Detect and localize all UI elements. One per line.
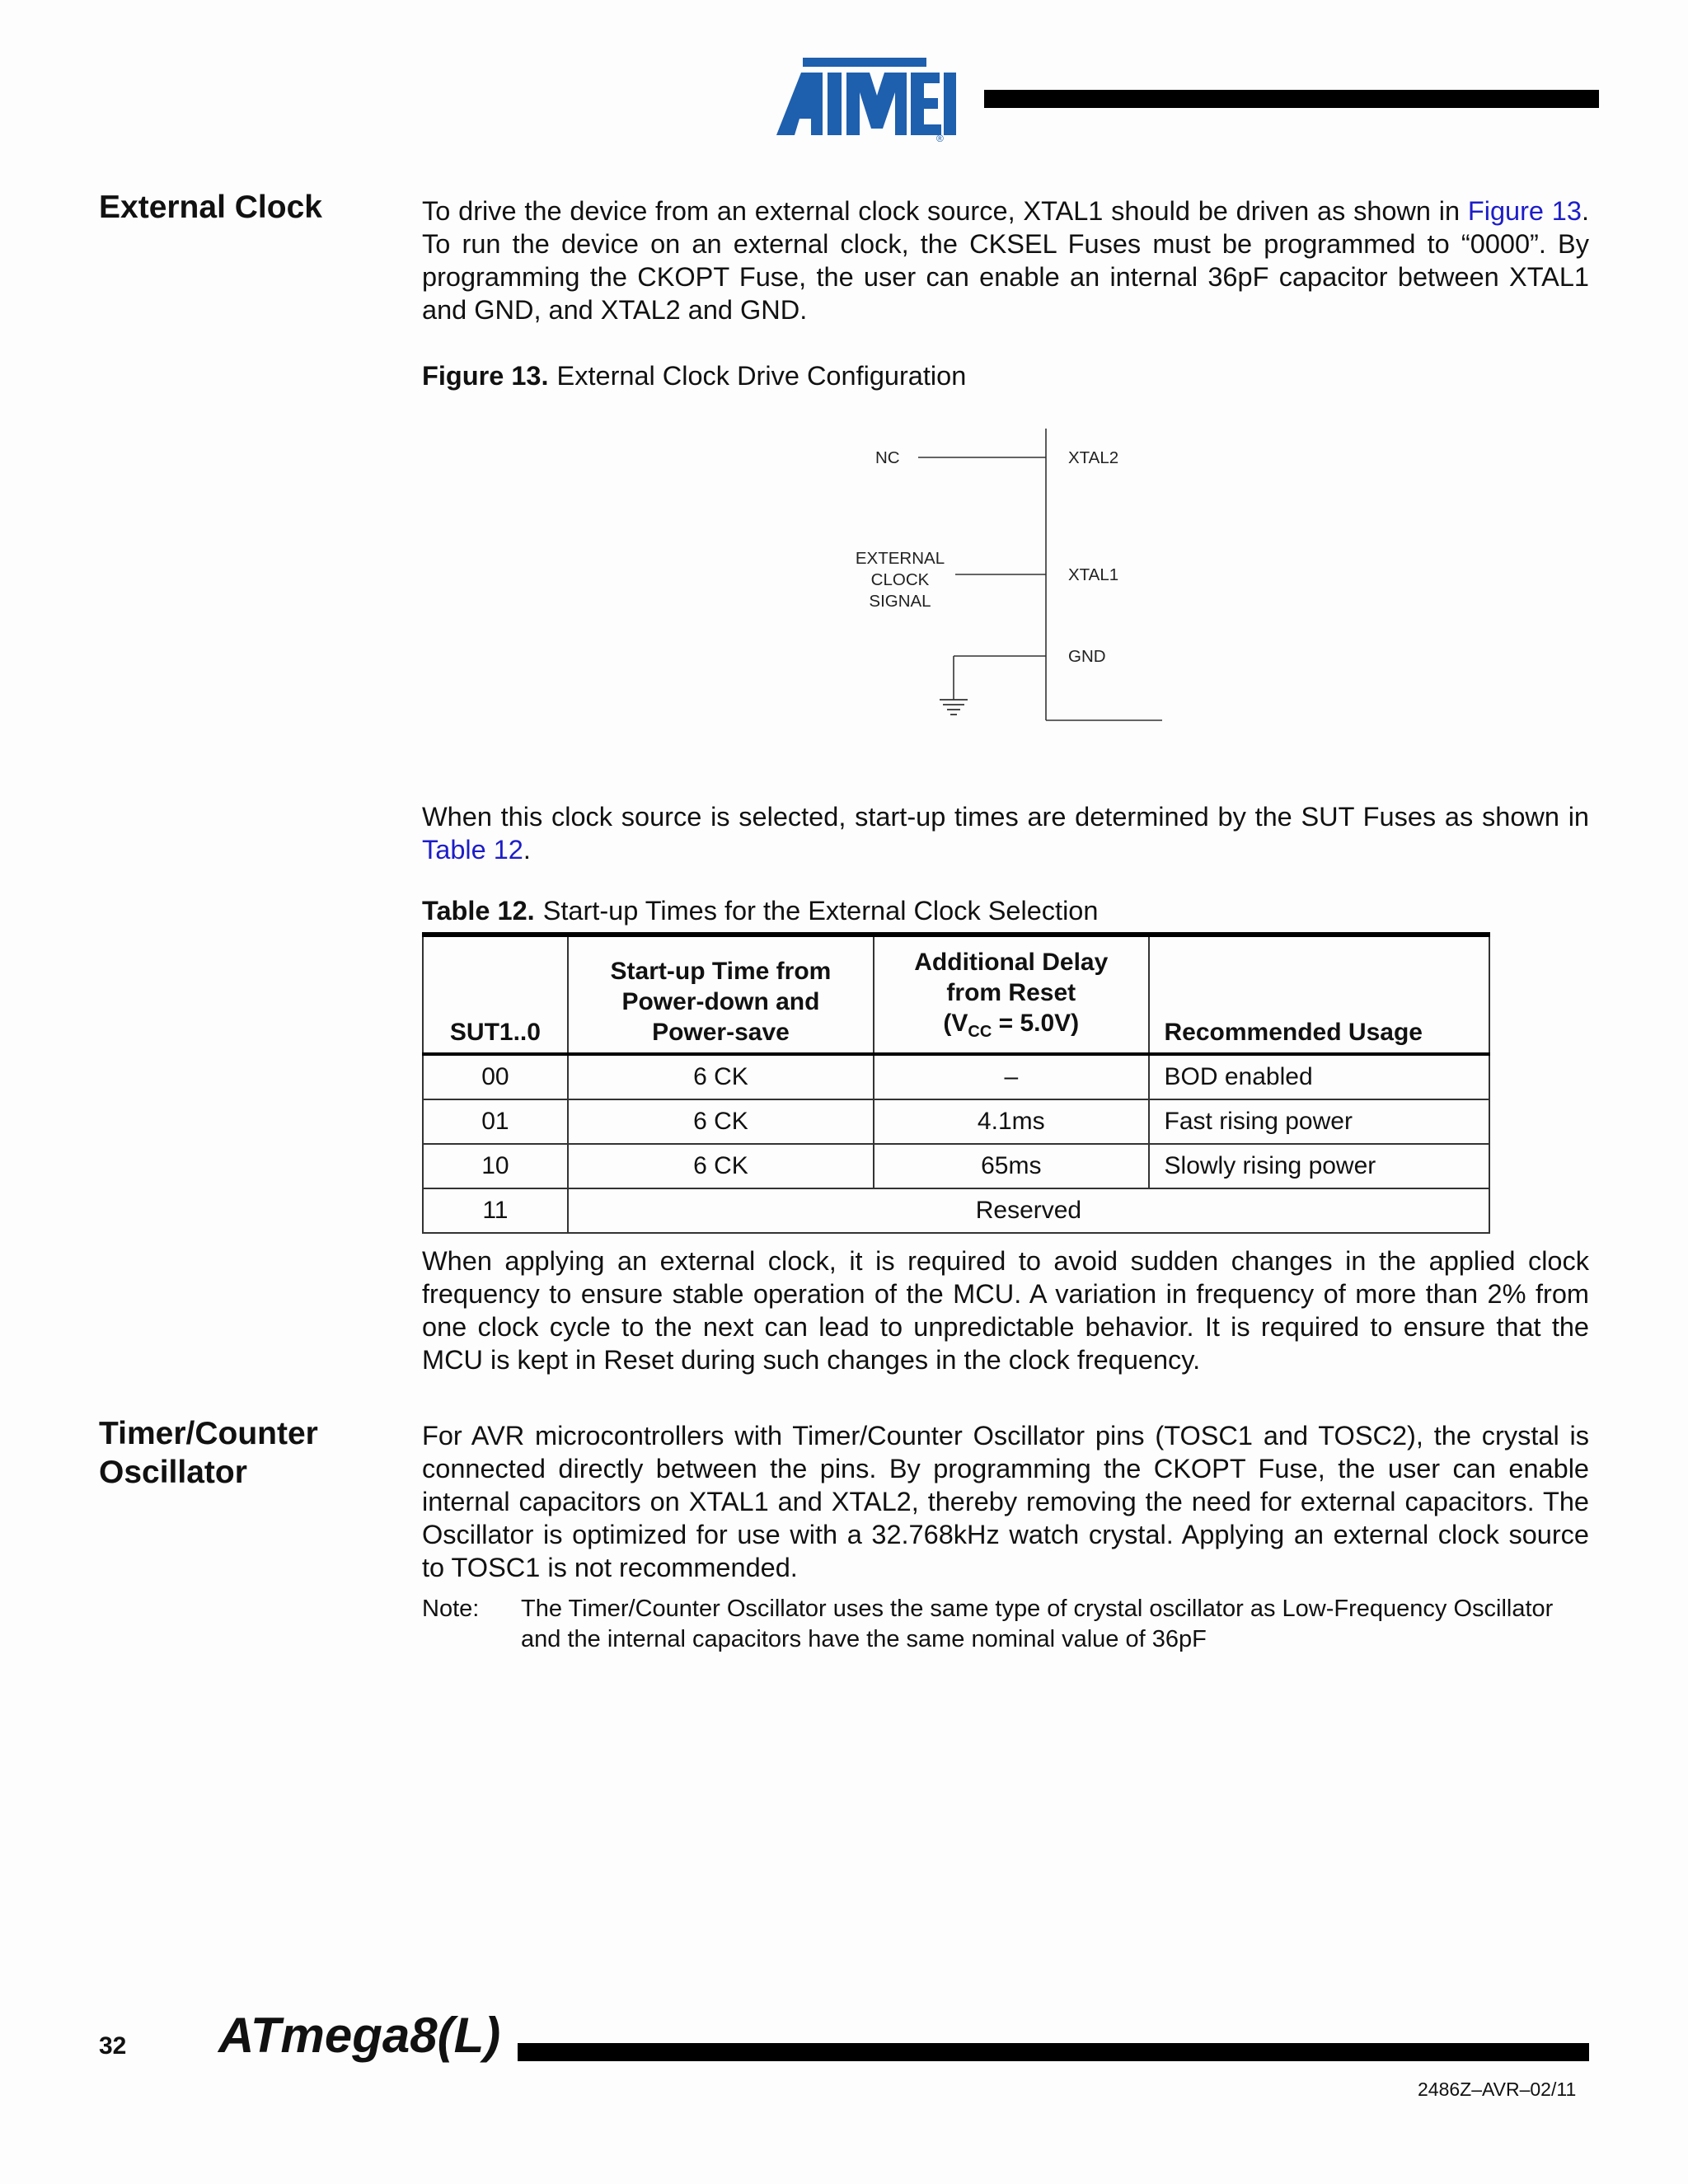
cell-reserved: Reserved	[568, 1188, 1489, 1233]
table-label: Table 12.	[422, 896, 535, 926]
registered-mark: ®	[936, 133, 944, 142]
header-sut: SUT1..0	[423, 935, 568, 1054]
table-row	[423, 1054, 1489, 1099]
cell-sut: 01	[423, 1099, 568, 1144]
cell-usage: BOD enabled	[1149, 1054, 1489, 1099]
external-clock-diagram	[422, 417, 1164, 747]
atmel-logo	[775, 56, 956, 142]
table-row	[423, 1099, 1489, 1144]
table-row	[423, 1144, 1489, 1188]
external-clock-label-line1: EXTERNAL	[855, 549, 945, 568]
table-12-link[interactable]: Table 12	[422, 835, 523, 865]
external-clock-label-line3: SIGNAL	[869, 592, 931, 611]
table-row	[423, 1188, 1489, 1233]
ground-symbol-icon	[940, 700, 968, 715]
cell-delay: 65ms	[874, 1144, 1148, 1188]
cell-startup: 6 CK	[568, 1054, 874, 1099]
document-code: 2486Z–AVR–02/11	[1418, 2079, 1577, 2100]
figure-13-caption	[422, 359, 966, 392]
gnd-pin-label: GND	[1068, 647, 1106, 666]
table-header-row	[423, 935, 1489, 1054]
cell-startup: 6 CK	[568, 1099, 874, 1144]
cell-sut: 11	[423, 1188, 568, 1233]
header-startup-time: Start-up Time from Power-down and Power-save	[568, 935, 874, 1054]
table-12-caption	[422, 894, 1098, 927]
figure-title: External Clock Drive Configuration	[556, 361, 967, 391]
section-heading-external-clock: External Clock	[99, 190, 322, 225]
external-clock-intro: To drive the device from an external clock source, XTAL1 should be driven as shown in Figure 13. To run the device on an external clock, the CKSEL Fuses must be programmed to “0000”. By programming the CKOPT Fuse, the user can enable an internal 36pF capacitor between XTAL1 and GND, and XTAL2 and GND.	[422, 196, 1589, 325]
cell-startup: 6 CK	[568, 1144, 874, 1188]
cell-usage: Fast rising power	[1149, 1099, 1489, 1144]
xtal1-pin-label: XTAL1	[1068, 565, 1119, 584]
startup-times-table	[422, 932, 1490, 1234]
header-additional-delay: Additional Delay from Reset $(V_{CC} = 5.0V)$	[874, 935, 1148, 1054]
page-number: 32	[99, 2032, 127, 2060]
external-clock-label-line2: CLOCK	[870, 570, 930, 589]
cell-delay: 4.1ms	[874, 1099, 1148, 1144]
section-heading-timer-counter: Timer/Counter Oscillator	[99, 1416, 318, 1490]
header-rule	[984, 90, 1599, 108]
nc-label: NC	[875, 448, 900, 467]
table-title: Start-up Times for the External Clock Selection	[542, 896, 1099, 926]
sut-fuses-paragraph: When this clock source is selected, start-up times are determined by the SUT Fuses as shown in Table 12.	[422, 802, 1589, 865]
header-recommended-usage: Recommended Usage	[1149, 935, 1489, 1054]
clock-change-paragraph: When applying an external clock, it is required to avoid sudden changes in the applied clock frequency to ensure stable operation of the MCU. A variation in frequency of more than 2% from one clock cycle to the next can lead to unpredictable behavior. It is required to ensure that the MCU is kept in Reset during such changes in the clock frequency.	[422, 1246, 1589, 1375]
figure-label: Figure 13.	[422, 361, 549, 391]
note-text: The Timer/Counter Oscillator uses the same type of crystal oscillator as Low-Frequency Oscillator and the internal capacitors have the same nominal value of 36pF	[521, 1596, 1554, 1652]
cell-sut: 00	[423, 1054, 568, 1099]
xtal2-pin-label: XTAL2	[1068, 448, 1119, 467]
cell-usage: Slowly rising power	[1149, 1144, 1489, 1188]
note-label: Note:	[422, 1596, 480, 1622]
document-title: ATmega8(L)	[218, 2008, 501, 2063]
cell-delay: –	[874, 1054, 1148, 1099]
figure-13-link[interactable]: Figure 13	[1467, 196, 1582, 226]
footer-rule	[518, 2043, 1589, 2061]
cell-sut: 10	[423, 1144, 568, 1188]
timer-counter-paragraph: For AVR microcontrollers with Timer/Counter Oscillator pins (TOSC1 and TOSC2), the crystal is connected directly between the pins. By programming the CKOPT Fuse, the user can enable internal capacitors on XTAL1 and XTAL2, thereby removing the need for external capacitors. The Oscillator is optimized for use with a 32.768kHz watch crystal. Applying an external clock source to TOSC1 is not recommended.	[422, 1421, 1589, 1582]
